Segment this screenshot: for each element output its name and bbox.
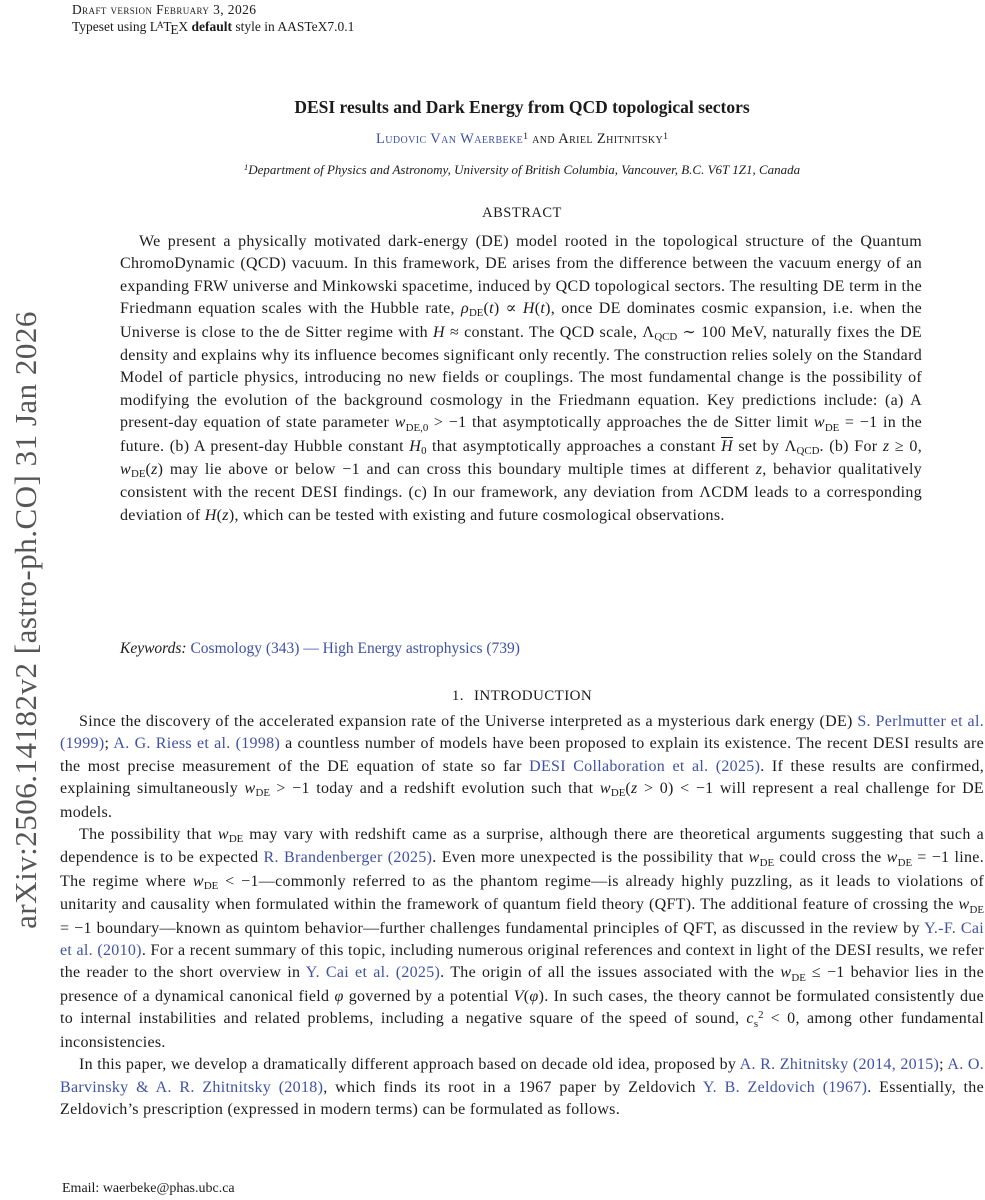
text-run: V [513,987,524,1005]
arxiv-watermark: arXiv:2506.14182v2 [astro-ph.CO] 31 Jan 2026 [8,311,43,929]
text-run: w [192,872,204,890]
text-run: = −1 boundary—known as quintom behavior—further challenges fundamental principles of QFT, as discussed in the review by [60,919,925,937]
text-run: H [409,437,422,455]
text-run: H [204,506,217,524]
text-run: ) ∝ [493,300,523,318]
text-run: DE [468,307,484,320]
text-run: ≤ −1 behavior lies in the presence of a dynamical canonical field [60,964,984,1005]
text-run: z [882,437,890,455]
paper-title: DESI results and Dark Energy from QCD topological sectors [294,97,750,117]
intro-paragraph-3 [60,1054,984,1121]
text-run: ( [216,506,223,524]
citation-link[interactable]: Y.-F. Cai et al. (2010) [60,919,984,960]
citation-link[interactable]: A. O. Barvinsky & A. R. Zhitnitsky (2018) [60,1056,984,1096]
text-run: E [170,21,179,37]
text-run: H [522,300,535,318]
text-run: ∼ 100 MeV, naturally fixes the DE density and explains why its influence becomes significant only recently. The construction relies solely on the Standard Model of particle physics, introducing no new fields or couplings. The most fundamental change is the possibility of modifying the evolution of the background cosmology in the Friedmann equation. Key predictions include: (a) A present-day equation of state parameter [120,323,922,432]
abstract-heading: ABSTRACT [482,205,562,221]
text-run: = −1 in the future. (b) A present-day Hubble constant [120,414,923,455]
text-run: DE [203,880,219,893]
text-run: φ [529,987,539,1005]
text-run: DE [255,787,270,800]
abstract-body [120,231,922,527]
text-run: c [746,1010,754,1028]
text-run: t [489,300,494,318]
draft-version-line: Draft version February 3, 2026 [72,2,257,17]
text-run: . For a recent summary of this topic, including numerous original references and context in light of the DESI results, we refer the reader to the short overview in [60,942,984,982]
keywords-line [120,640,922,658]
text-run: Since the discovery of the accelerated expansion rate of the Universe interpreted as a mysterious dark energy (DE) [79,713,858,730]
abstract-paragraph [120,231,922,527]
citation-link[interactable]: A. G. Riess et al. (1998) [113,735,281,753]
text-run: < 0, among other fundamental inconsistencies. [60,1010,984,1051]
text-run: ), once DE dominates cosmic expansion, i.e. when the Universe is close to the de Sitter regime with [120,300,923,341]
text-run: 1 [523,130,529,142]
text-run: w [780,964,792,982]
text-run: ≥ 0, [889,437,923,455]
text-run: may vary with redshift came as a surprise, although there are theoretical arguments suggesting that such a dependence is to be expected [60,826,984,867]
section-number: 1. [451,688,464,704]
text-run: ≈ constant. The QCD scale, Λ [444,323,655,341]
citation-link[interactable]: R. Brandenberger (2025) [263,849,433,867]
text-run: w [244,780,256,798]
citation-link[interactable]: A. R. Zhitnitsky (2014, 2015) [739,1056,940,1074]
text-run: ; [104,735,114,753]
text-run: DE [130,468,146,481]
citation-link[interactable]: DESI Collaboration et al. (2025) [529,757,761,775]
text-run: T [163,19,172,34]
text-run: , which finds its root in a 1967 paper by Zeldovich [323,1078,703,1096]
text-run: ), which can be tested with existing and future cosmological observations. [228,506,725,524]
text-run: ; [939,1056,948,1074]
intro-paragraph-2 [60,824,984,1054]
text-run: ρ [460,300,469,318]
text-run: 2 [758,1009,764,1022]
text-run: > −1 that asymptotically approaches the de Sitter limit [428,414,814,432]
text-run: DE [759,856,775,869]
text-run: 1 [663,130,669,142]
text-run: default [191,19,232,34]
text-run: ). In such cases, the theory cannot be formulated consistently due to internal instabilities and related problems, including a negative square of the speed of sound, [60,987,984,1028]
author-list [60,131,984,148]
text-run: t [540,300,546,318]
text-run: . The origin of all the issues associated with the [440,964,781,982]
text-run: Typeset using L [72,19,159,34]
text-run: ( [523,987,530,1005]
text-run: Department of Physics and Astronomy, University of British Columbia, Vancouver, B.C. V6T 1Z1, Canada [248,162,801,177]
text-run: z [755,461,763,479]
citation-link[interactable]: Y. B. Zeldovich (1967) [702,1078,868,1096]
text-run: The possibility that [79,826,218,844]
text-run: w [958,896,970,914]
text-run: governed by a potential [343,987,514,1005]
text-run: ( [145,461,152,479]
text-run: 1 [243,162,249,173]
text-run: ( [534,300,541,318]
text-run: We present a physically motivated dark-energy (DE) model rooted in the topological structure of the Quantum ChromoDynamic (QCD) vacuum. In this framework, DE arises from the difference between the vacuum energy of an expanding FRW universe and Minkowski spacetime, induced by QCD topological sectors. The resulting DE term in the Friedmann equation scales with the Hubble rate, [120,233,922,318]
section-1-heading [60,688,984,705]
text-run: w [599,780,611,798]
affiliation [60,162,984,178]
text-run: a countless number of models have been proposed to explain its existence. The recent DESI results are the most precise measurement of the DE equation of state so far [60,735,984,775]
text-run: In this paper, we develop a dramatically different approach based on decade old idea, proposed by [79,1056,740,1074]
text-run: w [748,849,760,867]
text-run: A [156,20,164,31]
text-run: > −1 today and a redshift evolution such that [269,780,600,798]
text-run: DE [610,787,626,800]
text-run: H [433,323,445,341]
text-run: , behavior qualitatively consistent with the recent DESI findings. (c) In our framework, any deviation from ΛCDM leads to a corresponding deviation of [120,461,922,524]
text-run: w [394,414,406,432]
text-run: z [631,780,638,798]
section-title: INTRODUCTION [473,688,593,704]
text-run: QCD [654,330,678,343]
text-run: . Essentially, the Zeldovich’s prescription (expressed in modern terms) can be formulated as follows. [60,1078,985,1118]
text-run: 0 [421,444,427,457]
text-run: ( [625,780,631,798]
text-run: z [222,506,229,524]
text-run: could cross the [774,849,887,867]
keywords-link[interactable]: Cosmology (343) — High Energy astrophysics (739) [190,640,520,657]
text-run: s [753,1017,759,1030]
masthead [72,1,354,38]
introduction-text [60,711,984,1121]
text-run: Keywords: [120,640,191,657]
text-run: set by Λ [732,437,797,455]
text-run: w [886,849,898,867]
email-footnote: Email: waerbeke@phas.ubc.ca [62,1181,235,1196]
text-run: ( [483,300,490,318]
text-run: w [120,461,131,479]
text-run: = −1 line. The regime where [60,849,985,890]
text-run: DE [897,856,913,869]
text-run: $\overline{H}$ [721,437,733,455]
text-run: . (b) For [819,437,883,455]
text-run: that asymptotically approaches a constant [426,437,722,455]
text-run: < −1—commonly referred to as the phantom regime—is already highly puzzling, as it leads to violations of unitarity and causality when formulated within the framework of quantum field theory (QFT). The additional feature of crossing the [60,872,985,914]
text-run: w [217,826,229,844]
text-run: DE [791,971,806,984]
text-run: . If these results are confirmed, explaining simultaneously [60,757,984,798]
author-link-van-waerbeke[interactable]: Ludovic Van Waerbeke [375,131,524,147]
text-run: z [151,461,158,479]
citation-link[interactable]: Y. Cai et al. (2025) [305,964,441,982]
text-run: DE,0 [405,421,429,434]
text-run: and [528,131,559,147]
text-run: φ [334,987,344,1005]
text-run: > 0) < −1 will represent a real challenge for DE models. [60,780,984,821]
text-run: . Even more unexpected is the possibility that [432,849,749,867]
text-run: DE [228,833,244,846]
text-run: DE [969,903,984,916]
text-run: X [178,19,192,34]
text-run: w [813,414,825,432]
author-name-zhitnitsky: Ariel Zhitnitsky [558,131,664,147]
text-run: QCD [796,444,820,457]
intro-paragraph-1 [60,711,984,824]
text-run: ) may lie above or below −1 and can cross this boundary multiple times at different [157,461,756,479]
typeset-line [72,18,354,38]
text-run: DE [824,421,840,434]
citation-link[interactable]: S. Perlmutter et al. (1999) [60,713,985,753]
text-run: style in AASTeX7.0.1 [231,19,355,34]
